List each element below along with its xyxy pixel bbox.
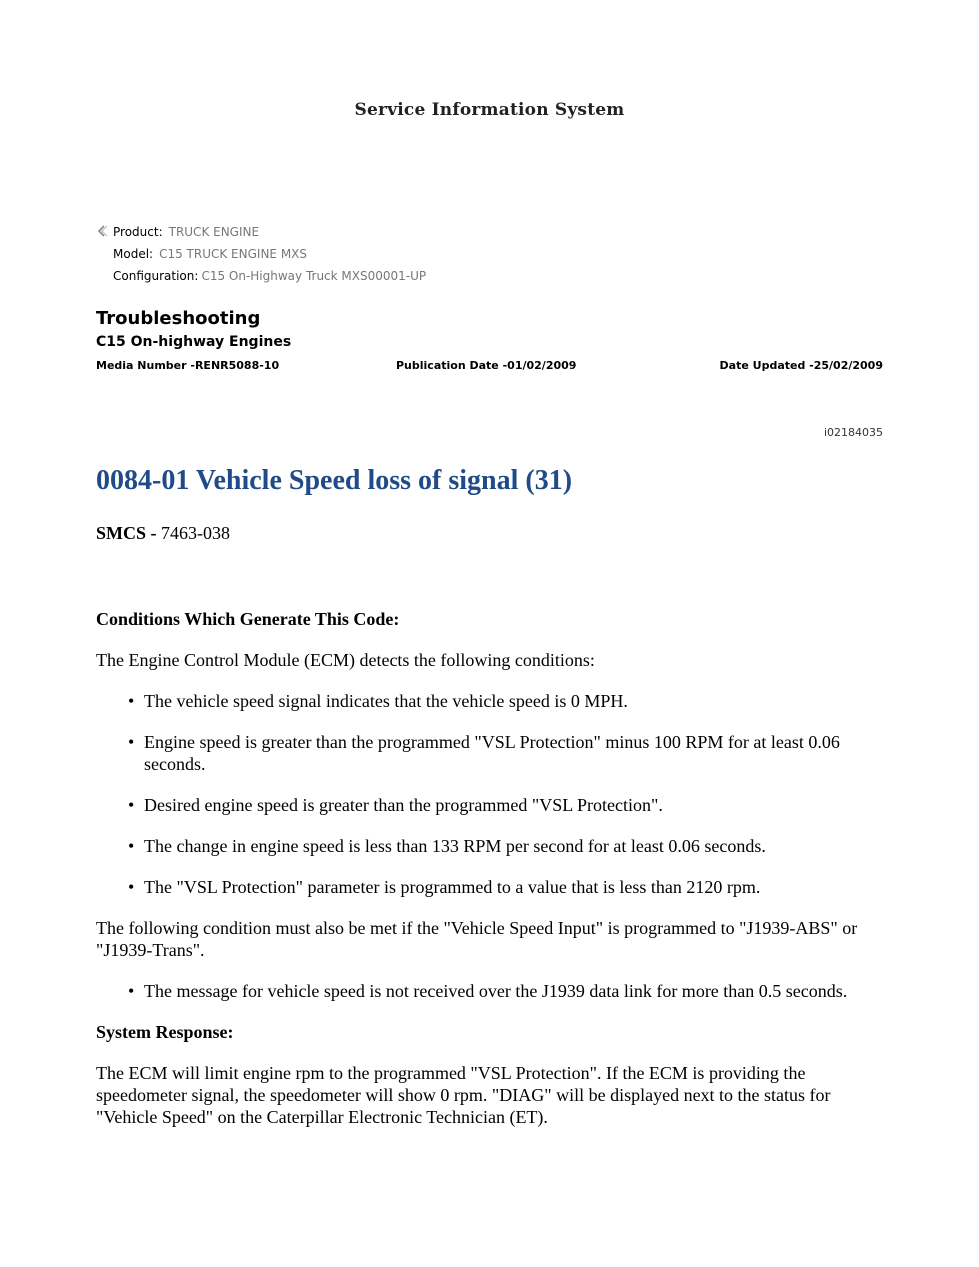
document-subtitle: C15 On-highway Engines xyxy=(96,334,292,350)
system-title: Service Information System xyxy=(354,100,625,120)
smcs-value: 7463-038 xyxy=(161,523,231,543)
list-item xyxy=(128,690,886,712)
conditions-list xyxy=(96,690,886,898)
list-item xyxy=(128,835,886,857)
page-title: 0084-01 Vehicle Speed loss of signal (31) xyxy=(96,465,573,496)
product-row xyxy=(96,223,426,245)
smcs-line xyxy=(96,523,230,544)
media-number: Media Number -RENR5088-10 xyxy=(96,359,280,372)
list-item-text: The message for vehicle speed is not received over the J1939 data link for more than 0.5 seconds. xyxy=(144,981,848,1001)
additional-intro: The following condition must also be met if the "Vehicle Speed Input" is programmed to "J1939-ABS" or "J1939-Trans". xyxy=(96,918,858,960)
bullet: • xyxy=(128,732,135,752)
back-arrow-icon[interactable] xyxy=(96,224,108,238)
conditions-heading: Conditions Which Generate This Code: xyxy=(96,609,400,629)
list-item-text: The "VSL Protection" parameter is programmed to a value that is less than 2120 rpm. xyxy=(144,877,761,897)
configuration-value: C15 On-Highway Truck MXS00001-UP xyxy=(201,269,427,283)
publication-date: Publication Date -01/02/2009 xyxy=(396,359,577,372)
product-info xyxy=(96,223,426,289)
bullet: • xyxy=(128,981,135,1001)
list-item-text: Engine speed is greater than the programmed "VSL Protection" minus 100 RPM for at least 0.06 seconds. xyxy=(144,732,840,774)
response-heading: System Response: xyxy=(96,1022,234,1042)
additional-conditions-list xyxy=(96,980,886,1002)
list-item xyxy=(128,980,886,1002)
date-updated: Date Updated -25/02/2009 xyxy=(719,359,883,372)
list-item xyxy=(128,794,886,816)
bullet: • xyxy=(128,836,135,856)
bullet: • xyxy=(128,691,135,711)
smcs-label: SMCS - xyxy=(96,523,157,543)
configuration-row xyxy=(96,267,426,289)
model-row xyxy=(96,245,426,267)
document-id: i02184035 xyxy=(823,426,883,439)
list-item-text: The change in engine speed is less than 133 RPM per second for at least 0.06 seconds. xyxy=(144,836,766,856)
conditions-intro: The Engine Control Module (ECM) detects the following conditions: xyxy=(96,650,595,670)
list-item xyxy=(128,731,886,775)
model-label: Model: xyxy=(113,247,154,261)
list-item xyxy=(128,876,886,898)
product-label: Product: xyxy=(113,225,163,239)
list-item-text: Desired engine speed is greater than the programmed "VSL Protection". xyxy=(144,795,663,815)
model-value: C15 TRUCK ENGINE MXS xyxy=(159,247,308,261)
bullet: • xyxy=(128,795,135,815)
document-type: Troubleshooting xyxy=(96,308,261,329)
list-item-text: The vehicle speed signal indicates that the vehicle speed is 0 MPH. xyxy=(144,691,628,711)
configuration-label: Configuration: xyxy=(113,269,199,283)
bullet: • xyxy=(128,877,135,897)
product-value: TRUCK ENGINE xyxy=(168,225,260,239)
response-text: The ECM will limit engine rpm to the programmed "VSL Protection". If the ECM is providing the speedometer signal, the speedometer will show 0 rpm. "DIAG" will be displayed next to the status for "Vehicle Speed" on the Caterpillar Electronic Technician (ET). xyxy=(96,1063,831,1127)
body-content xyxy=(96,608,886,1147)
